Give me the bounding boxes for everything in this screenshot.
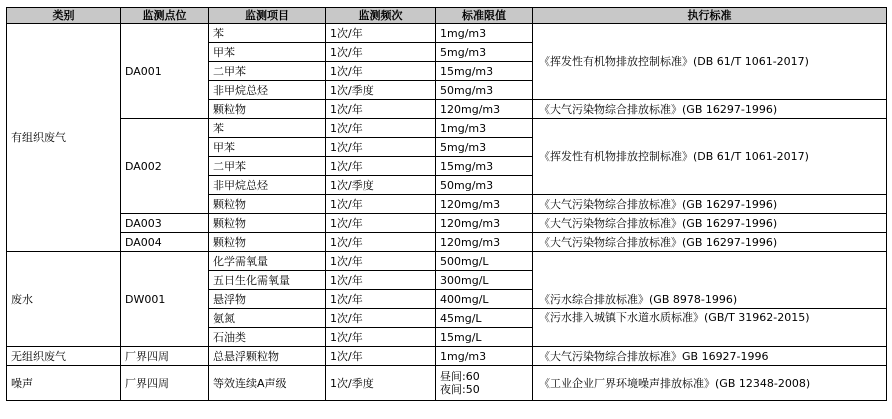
limit-day: 昼间:60 xyxy=(440,370,480,383)
header-row xyxy=(7,8,887,24)
table-row xyxy=(7,366,887,401)
table-row xyxy=(7,119,887,138)
header-type: 类别 xyxy=(7,8,121,24)
table-row xyxy=(7,252,887,271)
cell-standard: 《大气污染物综合排放标准》(GB 16297-1996) xyxy=(533,233,887,252)
cell-item: 化学需氧量 xyxy=(209,252,326,271)
header-item: 监测项目 xyxy=(209,8,326,24)
cell-frequency: 1次/季度 xyxy=(326,81,436,100)
cell-limit: 5mg/m3 xyxy=(436,43,533,62)
cell-item: 苯 xyxy=(209,24,326,43)
header-point: 监测点位 xyxy=(121,8,209,24)
cell-frequency: 1次/年 xyxy=(326,290,436,309)
cell-item: 等效连续A声级 xyxy=(209,366,326,401)
cell-frequency: 1次/年 xyxy=(326,119,436,138)
cell-item: 非甲烷总烃 xyxy=(209,81,326,100)
header-limit: 标准限值 xyxy=(436,8,533,24)
table-row xyxy=(7,347,887,366)
cell-standard: 《污水排入城镇下水道水质标准》(GB/T 31962-2015) xyxy=(533,309,887,347)
cell-frequency: 1次/年 xyxy=(326,347,436,366)
cell-type: 废水 xyxy=(7,252,121,347)
cell-limit: 120mg/m3 xyxy=(436,233,533,252)
cell-limit: 50mg/m3 xyxy=(436,81,533,100)
cell-item: 甲苯 xyxy=(209,43,326,62)
cell-item: 非甲烷总烃 xyxy=(209,176,326,195)
cell-frequency: 1次/年 xyxy=(326,309,436,328)
cell-item: 颗粒物 xyxy=(209,100,326,119)
cell-item: 颗粒物 xyxy=(209,195,326,214)
cell-frequency: 1次/年 xyxy=(326,233,436,252)
cell-frequency: 1次/年 xyxy=(326,252,436,271)
cell-item: 氨氮 xyxy=(209,309,326,328)
cell-frequency: 1次/年 xyxy=(326,43,436,62)
cell-limit: 5mg/m3 xyxy=(436,138,533,157)
cell-type: 无组织废气 xyxy=(7,347,121,366)
cell-limit: 500mg/L xyxy=(436,252,533,271)
cell-item: 五日生化需氧量 xyxy=(209,271,326,290)
table-row xyxy=(7,214,887,233)
cell-frequency: 1次/年 xyxy=(326,100,436,119)
cell-standard: 《挥发性有机物排放控制标准》(DB 61/T 1061-2017) xyxy=(533,24,887,100)
cell-frequency: 1次/年 xyxy=(326,195,436,214)
cell-standard: 《大气污染物综合排放标准》(GB 16297-1996) xyxy=(533,195,887,214)
cell-point: DA002 xyxy=(121,119,209,214)
cell-item: 悬浮物 xyxy=(209,290,326,309)
monitoring-table-container xyxy=(6,7,887,401)
cell-limit: 300mg/L xyxy=(436,271,533,290)
cell-point: DA003 xyxy=(121,214,209,233)
cell-point: 厂界四周 xyxy=(121,347,209,366)
cell-frequency: 1次/季度 xyxy=(326,176,436,195)
cell-frequency: 1次/年 xyxy=(326,62,436,81)
header-frequency: 监测频次 xyxy=(326,8,436,24)
cell-standard: 《污水综合排放标准》(GB 8978-1996) xyxy=(533,252,887,309)
cell-limit-noise xyxy=(436,366,533,401)
cell-limit: 15mg/L xyxy=(436,328,533,347)
cell-frequency: 1次/年 xyxy=(326,157,436,176)
cell-standard: 《大气污染物综合排放标准》(GB 16297-1996) xyxy=(533,214,887,233)
monitoring-table xyxy=(6,7,887,401)
cell-limit: 1mg/m3 xyxy=(436,24,533,43)
cell-item: 总悬浮颗粒物 xyxy=(209,347,326,366)
cell-limit: 45mg/L xyxy=(436,309,533,328)
limit-night: 夜间:50 xyxy=(440,383,480,396)
cell-frequency: 1次/年 xyxy=(326,214,436,233)
cell-limit: 400mg/L xyxy=(436,290,533,309)
cell-point: DA004 xyxy=(121,233,209,252)
cell-limit: 50mg/m3 xyxy=(436,176,533,195)
cell-frequency: 1次/年 xyxy=(326,24,436,43)
cell-limit: 1mg/m3 xyxy=(436,347,533,366)
header-standard: 执行标准 xyxy=(533,8,887,24)
cell-limit: 120mg/m3 xyxy=(436,100,533,119)
cell-type: 噪声 xyxy=(7,366,121,401)
cell-limit: 1mg/m3 xyxy=(436,119,533,138)
cell-item: 颗粒物 xyxy=(209,214,326,233)
cell-point: DW001 xyxy=(121,252,209,347)
cell-item: 甲苯 xyxy=(209,138,326,157)
cell-frequency: 1次/年 xyxy=(326,138,436,157)
cell-standard: 《挥发性有机物排放控制标准》(DB 61/T 1061-2017) xyxy=(533,119,887,195)
cell-limit: 120mg/m3 xyxy=(436,214,533,233)
cell-point: 厂界四周 xyxy=(121,366,209,401)
table-row xyxy=(7,233,887,252)
cell-item: 石油类 xyxy=(209,328,326,347)
cell-limit: 15mg/m3 xyxy=(436,157,533,176)
cell-item: 二甲苯 xyxy=(209,62,326,81)
cell-point: DA001 xyxy=(121,24,209,119)
cell-frequency: 1次/季度 xyxy=(326,366,436,401)
cell-item: 颗粒物 xyxy=(209,233,326,252)
cell-standard: 《大气污染物综合排放标准》GB 16927-1996 xyxy=(533,347,887,366)
cell-type: 有组织废气 xyxy=(7,24,121,252)
cell-frequency: 1次/年 xyxy=(326,271,436,290)
table-row xyxy=(7,24,887,43)
cell-item: 苯 xyxy=(209,119,326,138)
cell-limit: 120mg/m3 xyxy=(436,195,533,214)
cell-standard: 《工业企业厂界环境噪声排放标准》(GB 12348-2008) xyxy=(533,366,887,401)
cell-limit: 15mg/m3 xyxy=(436,62,533,81)
cell-item: 二甲苯 xyxy=(209,157,326,176)
cell-frequency: 1次/年 xyxy=(326,328,436,347)
cell-standard: 《大气污染物综合排放标准》(GB 16297-1996) xyxy=(533,100,887,119)
